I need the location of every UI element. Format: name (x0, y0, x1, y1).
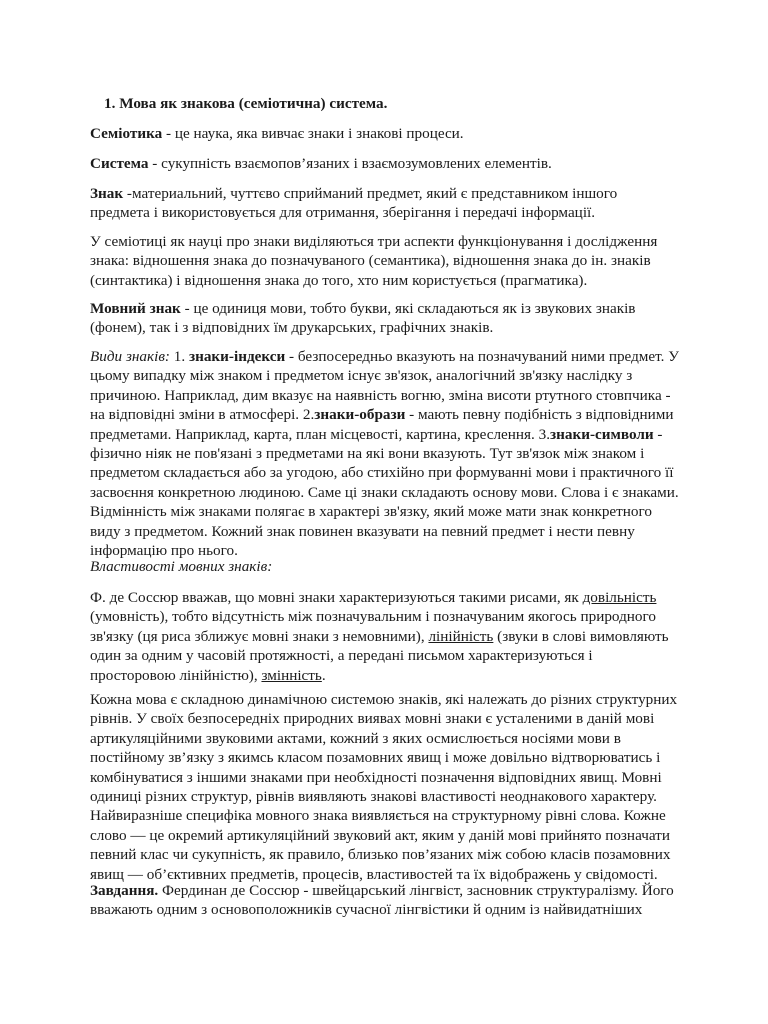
definition-semiotics: - це наука, яка вивчає знаки і знакові процеси. (162, 125, 464, 142)
term-sign: Знак (90, 185, 124, 202)
paragraph-system (90, 154, 680, 173)
term-semiotics: Семіотика (90, 125, 163, 142)
language-system-text: Кожна мова є складною динамічною системою знаків, які належать до різних структурних рівнів. У своїх безпосередніх природних виявах мовні знаки є усталеними в даній мові артикуляційними звуковими актами, кожний з яких осмислюється носіями мови в постійному зв’язку з якимсь класом позамовних явищ і може довільно відтворюватись і комбінуватися з іншими знаками при необхідності позначення відповідних явищ. Мовні одиниці різних структур, рівнів виявляють знакові властивості неоднакового характеру. Найвиразніше специфіка мовного знака виявляється на структурному рівні слова. Кожне слово — це окремий артикуляційний звуковий акт, яким у даній мові прийнято позначати певний клас чи сукупність, як правило, близько пов’язаних між собою класів позамовних явищ — об’єктивних предметів, процесів, властивостей та їх відображень у свідомості. (90, 691, 678, 883)
properties-text-1: Ф. де Соссюр вважав, що мовні знаки характеризуються такими рисами, як (90, 589, 583, 606)
paragraph-language-system (90, 690, 680, 884)
term-language-sign: Мовний знак (90, 300, 181, 317)
definition-language-sign: - це одиниця мови, тобто букви, які складаються як із звукових знаків (фонем), так і з відповідних їм друкарських, графічних знаків. (90, 300, 636, 337)
term-image-signs: знаки-образи (314, 406, 406, 424)
paragraph-properties-heading (90, 557, 680, 576)
property-linearity: лінійність (428, 627, 494, 645)
paragraph-task (90, 881, 680, 920)
sign-types-text-1: 1. (169, 348, 189, 365)
paragraph-sign-types (90, 347, 680, 560)
properties-heading: Властивості мовних знаків: (90, 558, 273, 575)
paragraph-saussure-properties (90, 588, 680, 685)
sign-types-text-3: - мають певну подібність з відповідними предметами. Наприклад, карта, план місцевості, картина, креслення. 3. (90, 406, 674, 443)
term-index-signs: знаки-індекси (188, 348, 286, 365)
properties-text-4: . (321, 666, 326, 684)
paragraph-language-sign (90, 299, 680, 338)
aspects-text: У семіотиці як науці про знаки виділяються три аспекти функціонування і дослідження знака: відношення знака до позначуваного (семантика), відношення знака до ін. знаків (синтактика) і відношення знака до того, хто ним користується (прагматика). (90, 233, 658, 289)
property-arbitrariness: довільність (582, 589, 657, 606)
sign-types-text-2: - безпосередньо вказують на позначуваний ними предмет. У цьому випадку між знаком і предметом існує зв'язок, аналогічний зв'язку наслідку з причиною. Наприклад, дим вказує на наявність вогню, зміна висоти ртутного стовпчика - на відповідні зміни в атмосфері. 2. (90, 348, 679, 424)
term-system: Система (90, 155, 149, 172)
definition-system: - сукупність взаємопов’язаних і взаємозумовлених елементів. (148, 155, 552, 172)
task-text: Фердинан де Соссюр - швейцарський лінгвіст, засновник структуралізму. Його вважають одним з основоположників сучасної лінгвістики й одним із найвидатніших (90, 882, 674, 919)
properties-text-3: (звуки в слові вимовляють один за одним у часовій протяжності, а передані письмом характеризуються і просторовою лінійністю), (90, 627, 669, 684)
term-task: Завдання. (90, 882, 159, 899)
page-title: 1. Мова як знакова (семіотична) система. (104, 95, 388, 112)
definition-sign: -материальний, чуттєво сприйманий предмет, який є представником іншого предмета і використовується для отримання, зберігання і передачі інформації. (90, 185, 618, 222)
sign-types-text-4: - фізично ніяк не пов'язані з предметами на які вони вказують. Тут зв'язок між знаком і предметом складається або за угодою, або стихійно при формуванні мови і практичного її засвоєння конкретною людиною. Саме ці знаки складають основу мови. Слова і є знаками. Відмінність між знаками полягає в характері зв'язку, який може мати знак конкретного виду з предметом. Кожний знак повинен вказувати на певний предмет і нести певну інформацію про нього. (90, 425, 679, 560)
property-mutability: змінність (261, 666, 322, 684)
paragraph-semiotics-aspects (90, 232, 680, 290)
sign-types-lead: Види знаків: (90, 348, 170, 365)
properties-text-2: (умовність), тобто відсутність між позначувальним і позначуваним якогось природного зв'язку (ця риса зближує мовні знаки з немовними), (90, 608, 656, 645)
paragraph-sign (90, 184, 680, 223)
paragraph-semiotics (90, 124, 680, 143)
term-symbol-signs: знаки-символи (550, 425, 654, 443)
